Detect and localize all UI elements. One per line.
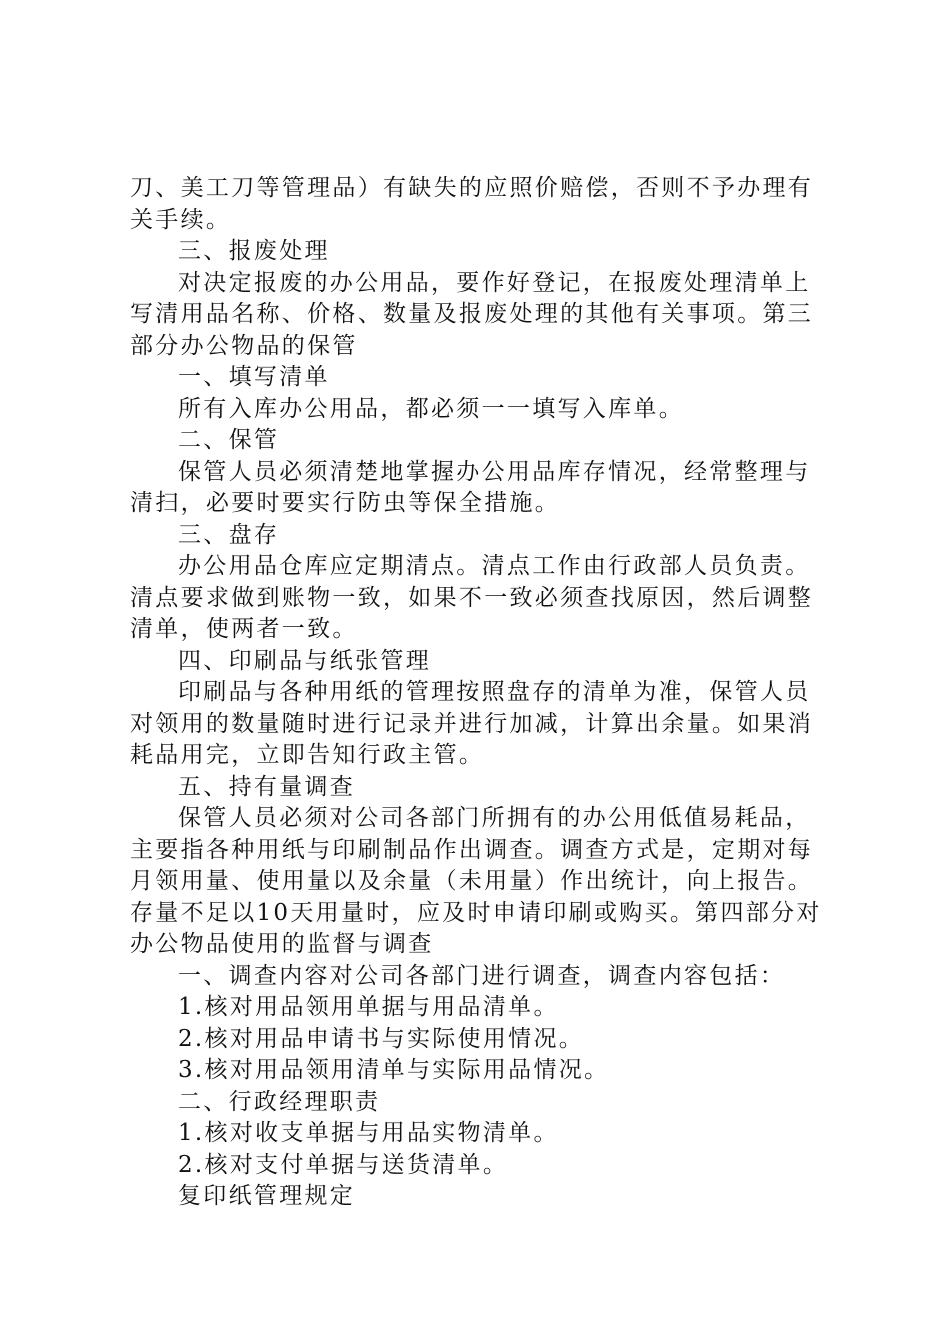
text-line: 三、报废处理 xyxy=(178,238,330,264)
text-line: 写清用品名称、价格、数量及报废处理的其他有关事项。第三 xyxy=(130,301,814,327)
text-line: 1.核对收支单据与用品实物清单。 xyxy=(178,1120,559,1146)
text-line: 关手续。 xyxy=(130,206,232,233)
text-line: 复印纸管理规定 xyxy=(178,1183,356,1209)
text-line: 一、调查内容对公司各部门进行调查，调查内容包括： xyxy=(178,962,786,989)
text-line: 五、持有量调查 xyxy=(178,773,356,800)
text-line: 三、盘存 xyxy=(178,521,280,548)
text-line: 清单，使两者一致。 xyxy=(130,616,358,642)
text-line: 耗品用完，立即告知行政主管。 xyxy=(130,742,485,768)
text-line: 四、印刷品与纸张管理 xyxy=(178,647,431,674)
text-line: 办公物品使用的监督与调查 xyxy=(130,931,434,957)
text-line: 对领用的数量随时进行记录并进行加减，计算出余量。如果消 xyxy=(130,710,814,737)
text-line: 月领用量、使用量以及余量（未用量）作出统计，向上报告。 xyxy=(130,868,814,894)
text-line: 对决定报废的办公用品，要作好登记，在报废处理清单上 xyxy=(178,269,811,296)
text-line: 保管人员必须对公司各部门所拥有的办公用低值易耗品， xyxy=(178,805,811,831)
text-line: 保管人员必须清楚地掌握办公用品库存情况，经常整理与 xyxy=(178,458,811,485)
document-body xyxy=(130,173,830,1213)
text-line: 主要指各种用纸与印刷制品作出调查。调查方式是，定期对每 xyxy=(130,836,814,863)
text-line: 清扫，必要时要实行防虫等保全措施。 xyxy=(130,490,561,516)
text-line: 印刷品与各种用纸的管理按照盘存的清单为准，保管人员 xyxy=(178,679,811,705)
text-line: 所有入库办公用品，都必须一一填写入库单。 xyxy=(178,395,684,422)
text-line: 1.核对用品领用单据与用品清单。 xyxy=(178,994,559,1020)
text-line: 2.核对支付单据与送货清单。 xyxy=(178,1151,509,1178)
text-line: 3.核对用品领用清单与实际用品情况。 xyxy=(178,1057,610,1083)
text-line: 2.核对用品申请书与实际使用情况。 xyxy=(178,1025,585,1052)
text-line: 清点要求做到账物一致，如果不一致必须查找原因，然后调整 xyxy=(130,584,814,611)
text-line: 刀、美工刀等管理品）有缺失的应照价赔偿，否则不予办理有 xyxy=(130,175,814,201)
text-line: 办公用品仓库应定期清点。清点工作由行政部人员负责。 xyxy=(178,553,811,579)
text-line: 部分办公物品的保管 xyxy=(130,332,358,359)
text-line: 二、行政经理职责 xyxy=(178,1088,381,1115)
text-line: 一、填写清单 xyxy=(178,364,330,390)
text-line: 存量不足以10天用量时，应及时申请印刷或购买。第四部分对 xyxy=(130,899,822,926)
text-line: 二、保管 xyxy=(178,427,280,453)
